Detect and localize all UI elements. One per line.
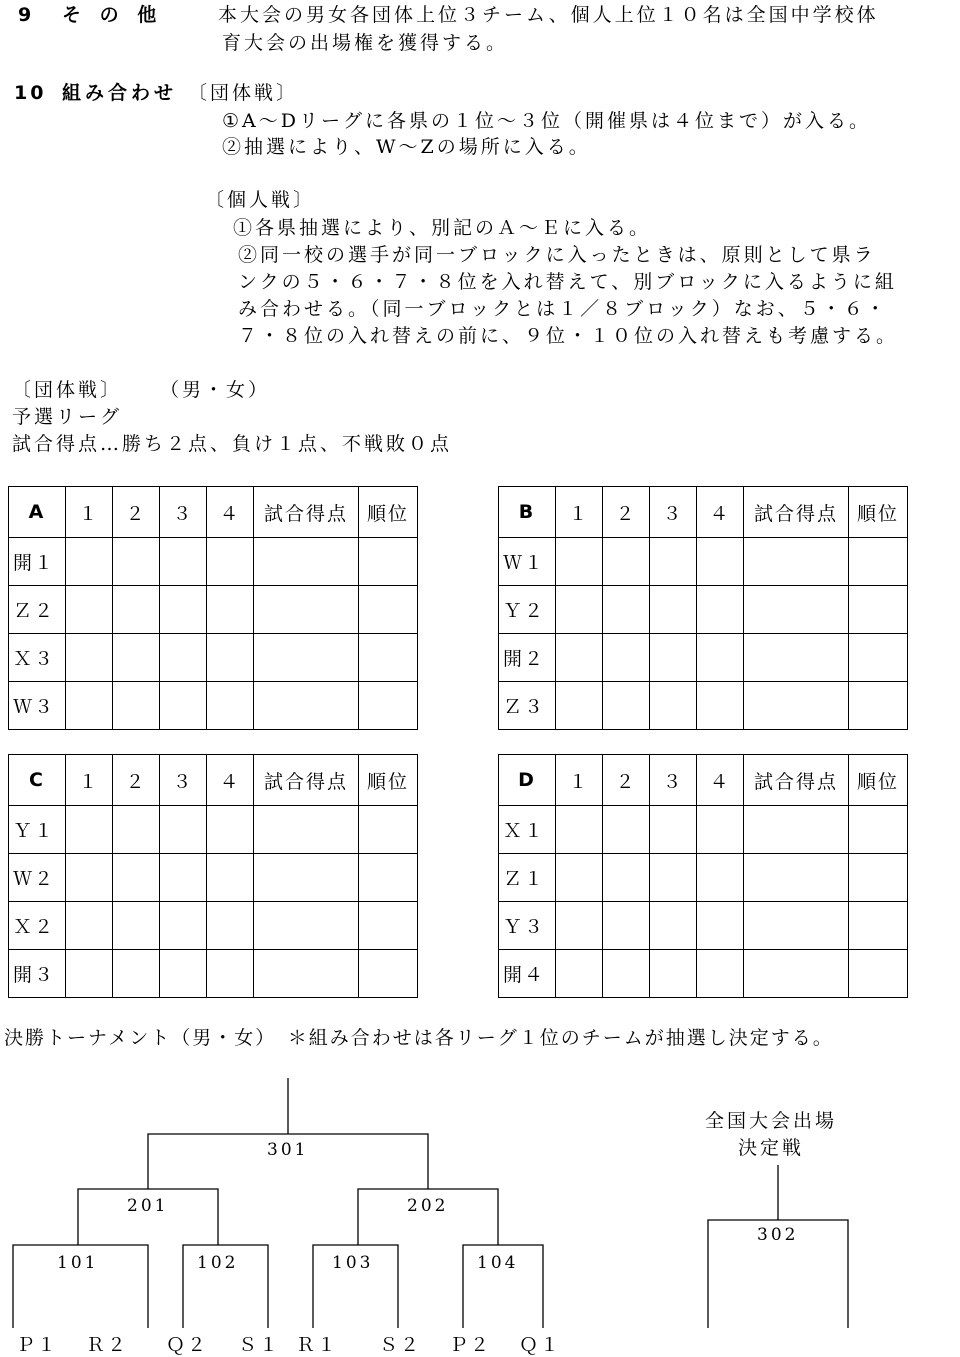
header-col-3: ３ [650,755,697,806]
match-103-label: 103 [332,1253,374,1273]
bracket-slot: Ｑ２ [166,1334,209,1356]
team-row-label: Ｚ３ [499,682,556,730]
national-qualifier-line2: 決定戦 [738,1137,805,1159]
header-col-4: ４ [697,755,744,806]
bracket-slot: Ｐ１ [16,1334,59,1356]
national-qualifier-line1: 全国大会出場 [705,1110,838,1132]
section10-individual-label: 〔個人戦〕 [205,189,316,211]
team-row-label: Ｗ３ [9,682,66,730]
team-row-label: Ｘ１ [499,806,556,854]
section10-title: 組み合わせ [62,82,178,104]
team-event-label: 〔団体戦〕 [12,379,123,401]
team-row-label: Ｙ２ [499,586,556,634]
league-table-d [498,754,908,998]
match-101-label: 101 [57,1253,99,1273]
section10-number: 10 [14,82,47,104]
team-event-gender: （男・女） [160,379,271,401]
section10-individual-line1: ①各県抽選により、別記のＡ～Ｅに入る。 [233,217,652,239]
header-rank: 順位 [849,487,908,538]
prelim-league-label: 予選リーグ [12,406,123,428]
league-table-a [8,486,418,730]
section9-text-line2: 育大会の出場権を獲得する。 [222,32,509,54]
team-row-label: 開１ [9,538,66,586]
bracket-slot: Ｓ２ [379,1334,422,1356]
team-row-label: Ｘ３ [9,634,66,682]
match-102-label: 102 [197,1253,239,1273]
team-row-label: Ｗ２ [9,854,66,902]
league-c-name: C [9,755,66,806]
team-row-label: Ｙ１ [9,806,66,854]
tournament-title: 決勝トーナメント（男・女） ＊組み合わせは各リーグ１位のチームが抽選し決定する。 [4,1027,834,1049]
bracket-slot: Ｐ２ [449,1334,492,1356]
match-301-label: 301 [267,1140,309,1160]
header-col-1: １ [556,487,603,538]
section10-individual-line5: ７・８位の入れ替えの前に、９位・１０位の入れ替えも考慮する。 [238,325,899,347]
league-d-name: D [499,755,556,806]
league-b-name: B [499,487,556,538]
team-row-label: 開４ [499,950,556,998]
header-rank: 順位 [849,755,908,806]
section9-number: 9 [18,4,35,26]
header-col-4: ４ [697,487,744,538]
section10-team-line1: ①A～Dリーグに各県の１位～３位（開催県は４位まで）が入る。 [222,110,871,132]
team-row-label: 開３ [9,950,66,998]
header-col-1: １ [66,755,113,806]
bracket-slot: Ｓ１ [238,1334,281,1356]
team-row-label: Ｘ２ [9,902,66,950]
header-match-points: 試合得点 [254,487,359,538]
league-a-name: A [9,487,66,538]
header-match-points: 試合得点 [254,755,359,806]
section10-individual-line4: み合わせる。（同一ブロックとは１／８ブロック）なお、５・６・ [238,298,888,320]
header-col-3: ３ [160,487,207,538]
match-104-label: 104 [477,1253,519,1273]
league-table-c [8,754,418,998]
header-col-2: ２ [603,487,650,538]
team-row-label: Ｗ１ [499,538,556,586]
header-col-2: ２ [603,755,650,806]
bracket-slot: Ｑ１ [519,1334,562,1356]
header-match-points: 試合得点 [744,755,849,806]
match-302-label: 302 [757,1225,799,1245]
header-col-3: ３ [160,755,207,806]
section9-text-line1: 本大会の男女各団体上位３チーム、個人上位１０名は全国中学校体 [218,4,879,26]
header-col-1: １ [556,755,603,806]
match-201-label: 201 [127,1196,169,1216]
header-rank: 順位 [359,755,418,806]
section10-individual-line2: ②同一校の選手が同一ブロックに入ったときは、原則として県ラ [238,244,876,266]
section10-team-line2: ②抽選により、W～Zの場所に入る。 [222,136,591,158]
team-row-label: Ｙ３ [499,902,556,950]
team-row-label: Ｚ１ [499,854,556,902]
header-col-3: ３ [650,487,697,538]
team-row-label: 開２ [499,634,556,682]
header-col-4: ４ [207,755,254,806]
league-table-b [498,486,908,730]
match-202-label: 202 [407,1196,449,1216]
header-rank: 順位 [359,487,418,538]
header-col-2: ２ [113,487,160,538]
match-points-rule: 試合得点…勝ち２点、負け１点、不戦敗０点 [12,433,453,455]
bracket-slot: Ｒ１ [296,1334,339,1356]
bracket-slot: Ｒ２ [86,1334,129,1356]
section9-title: そ の 他 [62,4,163,26]
header-match-points: 試合得点 [744,487,849,538]
section10-team-label: 〔団体戦〕 [188,82,299,104]
header-col-1: １ [66,487,113,538]
team-row-label: Ｚ２ [9,586,66,634]
header-col-2: ２ [113,755,160,806]
section10-individual-line3: ンクの５・６・７・８位を入れ替えて、別ブロックに入るように組 [238,271,897,293]
header-col-4: ４ [207,487,254,538]
